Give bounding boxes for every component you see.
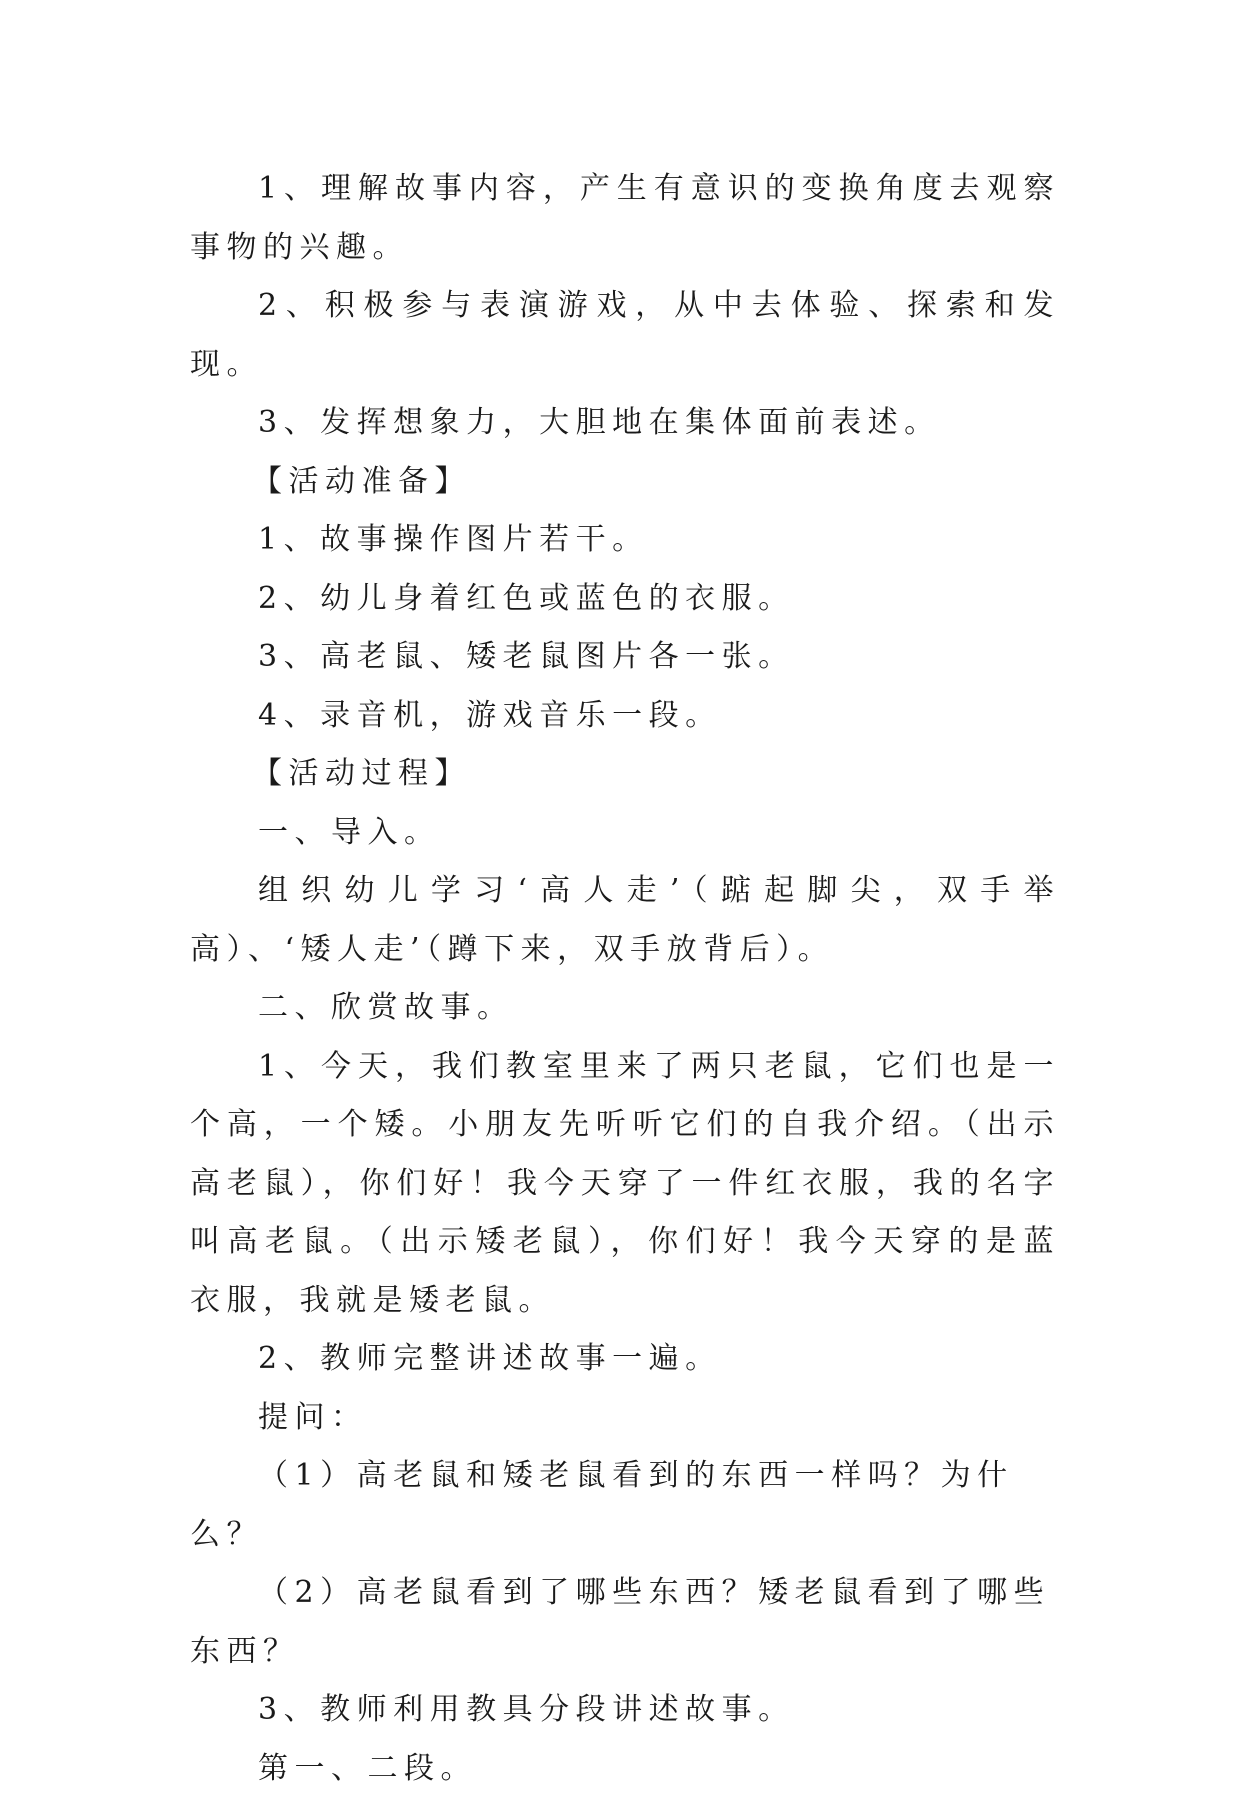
preparation-heading: 【活动准备】 (190, 453, 1060, 512)
objective-2: 2、积极参与表演游戏，从中去体验、探索和发现。 (190, 277, 1060, 394)
preparation-item-4: 4、录音机，游戏音乐一段。 (190, 687, 1060, 746)
section2-title: 二、欣赏故事。 (190, 979, 1060, 1038)
part-label: 第一、二段。 (190, 1740, 1060, 1798)
objective-1: 1、理解故事内容，产生有意识的变换角度去观察事物的兴趣。 (190, 160, 1060, 277)
process-heading: 【活动过程】 (190, 745, 1060, 804)
ask-label: 提问： (190, 1389, 1060, 1448)
preparation-item-2: 2、幼儿身着红色或蓝色的衣服。 (190, 570, 1060, 629)
question-2: （2）高老鼠看到了哪些东西？矮老鼠看到了哪些东西？ (190, 1564, 1060, 1681)
section1-title: 一、导入。 (190, 804, 1060, 863)
section1-text: 组织幼儿学习‘高人走’（踮起脚尖，双手举高）、‘矮人走’（蹲下来，双手放背后）。 (190, 862, 1060, 979)
objective-3: 3、发挥想象力，大胆地在集体面前表述。 (190, 394, 1060, 453)
step-2-text: 2、教师完整讲述故事一遍。 (190, 1330, 1060, 1389)
step-1-text: 1、今天，我们教室里来了两只老鼠，它们也是一个高，一个矮。小朋友先听听它们的自我介绍。（出示高老鼠），你们好！我今天穿了一件红衣服，我的名字叫高老鼠。（出示矮老鼠），你们好！我今天穿的是蓝衣服，我就是矮老鼠。 (190, 1038, 1060, 1331)
question-1: （1）高老鼠和矮老鼠看到的东西一样吗？为什么？ (190, 1447, 1060, 1564)
step-3-text: 3、教师利用教具分段讲述故事。 (190, 1681, 1060, 1740)
document-body (190, 160, 1060, 1798)
preparation-item-1: 1、故事操作图片若干。 (190, 511, 1060, 570)
preparation-item-3: 3、高老鼠、矮老鼠图片各一张。 (190, 628, 1060, 687)
